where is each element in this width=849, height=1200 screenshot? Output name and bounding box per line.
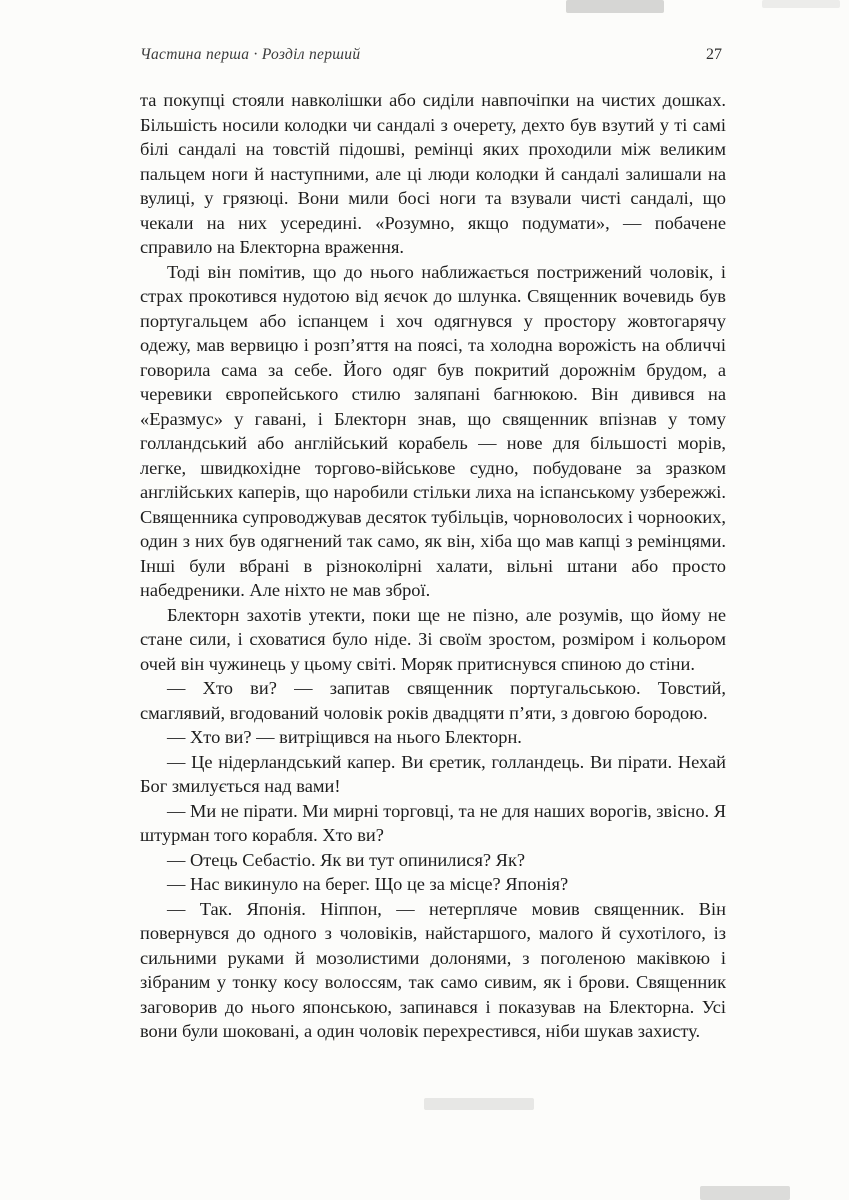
paragraph: — Це нідерландський капер. Ви єретик, голландець. Ви пірати. Нехай Бог змилується над вами! (140, 751, 726, 796)
page-number: 27 (706, 46, 722, 63)
scan-artifact (762, 0, 840, 8)
running-head (140, 46, 722, 64)
paragraph: — Хто ви? — запитав священник португальською. Товстий, смаглявий, вгодований чоловік років двадцяти п’яти, з довгою бородою. (140, 678, 726, 723)
paragraph: та покупці стояли навколішки або сиділи навпочіпки на чистих дошках. Більшість носили колодки чи сандалі з очерету, дехто був взутий у ті самі білі сандалі на товстій підошві, ремінці яких проходили між великим пальцем ноги й наступними, але ці люди колодки й сандалі залишали на вулиці, у грязюці. Вони мили босі ноги та взували чисті сандалі, що чекали на них усередині. «Розумно, якщо подумати», — побачене справило на Блекторна враження. (140, 90, 726, 257)
paragraph: — Отець Себастіо. Як ви тут опинилися? Як? (167, 849, 526, 870)
paragraph: Тоді він помітив, що до нього наближається пострижений чоловік, і страх прокотився нудотою від яєчок до шлунка. Священник вочевидь був португальцем або іспанцем і хоч одягнувся у простору жовтогарячу одежу, мав вервицю і розп’яття на поясі, та холодна ворожість на обличчі говорила сама за себе. Його одяг був покритий дорожнім брудом, а черевики європейського стилю заляпані багнюкою. Він дивився на «Еразмус» у гавані, і Блекторн знав, що священник впізнав у тому голландський або англійський корабель — нове для більшості морів, легке, швидкохідне торгово-військове судно, побудоване за зразком англійських каперів, що наробили стільки лиха на іспанському узбережжі. Священника супроводжував десяток тубільців, чорноволосих і чорнооких, один з них був одягнений так само, як він, хіба що мав капці з ремінцями. Інші були вбрані в різноколірні халати, вільні штани або просто набедреники. Але ніхто не мав зброї. (140, 261, 726, 600)
body-text (140, 88, 726, 1044)
scan-artifact (700, 1186, 790, 1200)
paragraph: — Хто ви? — витріщився на нього Блекторн. (167, 727, 522, 747)
scan-artifact (566, 0, 664, 13)
paragraph: — Ми не пірати. Ми мирні торговці, та не для наших ворогів, звісно. Я штурман того корабля. Хто ви? (140, 800, 727, 845)
paragraph: Блекторн захотів утекти, поки ще не пізно, але розумів, що йому не стане сили, і сховатися було ніде. Зі своїм зростом, розміром і кольором очей він чужинець у цьому світі. Моряк притиснувся спиною до стіни. (140, 604, 726, 674)
paragraph: — Так. Японія. Ніппон, — нетерпляче мовив священник. Він повернувся до одного з чоловіків, найстаршого, малого й сухотілого, із сильними руками й мозолистими долонями, з поголеною маківкою і зібраним у тонку косу волоссям, так само сивим, як і брови. Священник заговорив до нього японською, запинався і показував на Блекторна. Усі вони були шоковані, а один чоловік перехрестився, ніби шукав захисту. (140, 898, 726, 1041)
running-title: Частина перша · Розділ перший (140, 46, 361, 63)
scan-artifact (424, 1098, 534, 1110)
paragraph: — Нас викинуло на берег. Що це за місце? Японія? (167, 874, 569, 894)
